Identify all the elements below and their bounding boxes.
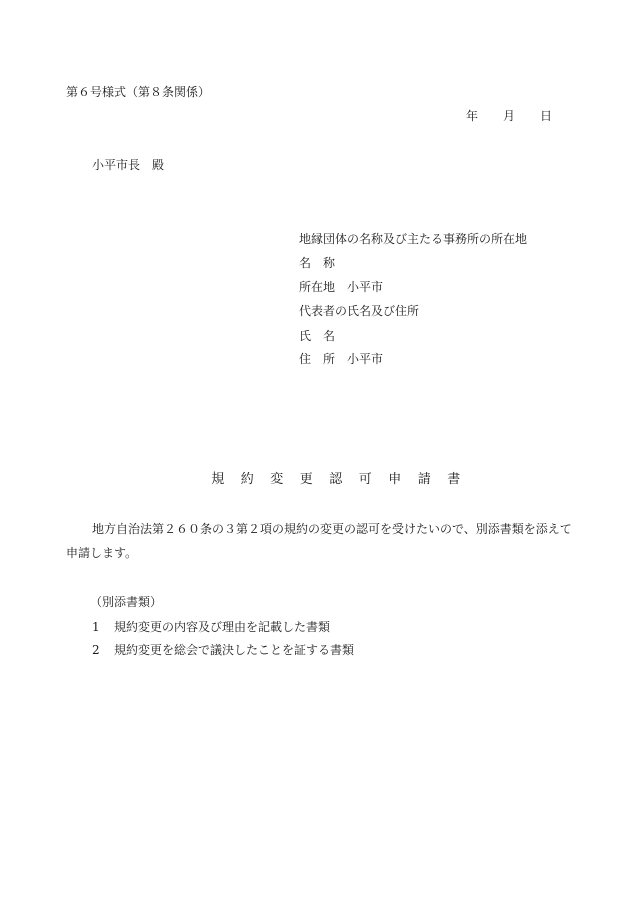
group-location: 所在地 小平市: [299, 280, 384, 294]
title-char: 規: [211, 472, 225, 487]
title-char: 約: [240, 472, 254, 487]
addressee: 小平市長 殿: [92, 158, 165, 172]
title-char: 書: [447, 472, 461, 487]
group-heading: 地縁団体の名称及び主たる事務所の所在地: [299, 232, 528, 246]
title-char: 可: [358, 472, 372, 487]
date-day: 日: [540, 109, 553, 123]
attachment-text: 規約変更の内容及び理由を記載した書類: [114, 620, 331, 634]
body-line-1: 地方自治法第２６０条の３第２項の規約の変更の認可を受けたいので、別添書類を添えて: [92, 522, 572, 536]
attachment-text: 規約変更を総会で議決したことを証する書類: [114, 643, 355, 657]
title-char: 更: [299, 472, 313, 487]
attachment-number: 2: [92, 643, 100, 657]
title-char: 認: [329, 472, 343, 487]
representative-address: 住 所 小平市: [299, 352, 384, 366]
attachment-number: 1: [92, 620, 100, 634]
title-char: 申: [388, 472, 402, 487]
group-name-label: 名 称: [299, 256, 336, 270]
representative-name-label: 氏 名: [299, 329, 336, 343]
attachment-item: [92, 644, 354, 656]
representative-heading: 代表者の氏名及び住所: [299, 304, 420, 318]
form-number: 第６号様式（第８条関係）: [66, 85, 211, 99]
title-char: 請: [417, 472, 431, 487]
date-line: [466, 110, 552, 122]
attachments-heading: （別添書類）: [90, 595, 163, 609]
body-line-2: 申請します。: [66, 546, 138, 560]
date-month: 月: [503, 109, 516, 123]
date-year: 年: [466, 109, 479, 123]
title-char: 変: [270, 472, 284, 487]
attachment-item: [92, 621, 330, 633]
document-title: [203, 473, 469, 486]
